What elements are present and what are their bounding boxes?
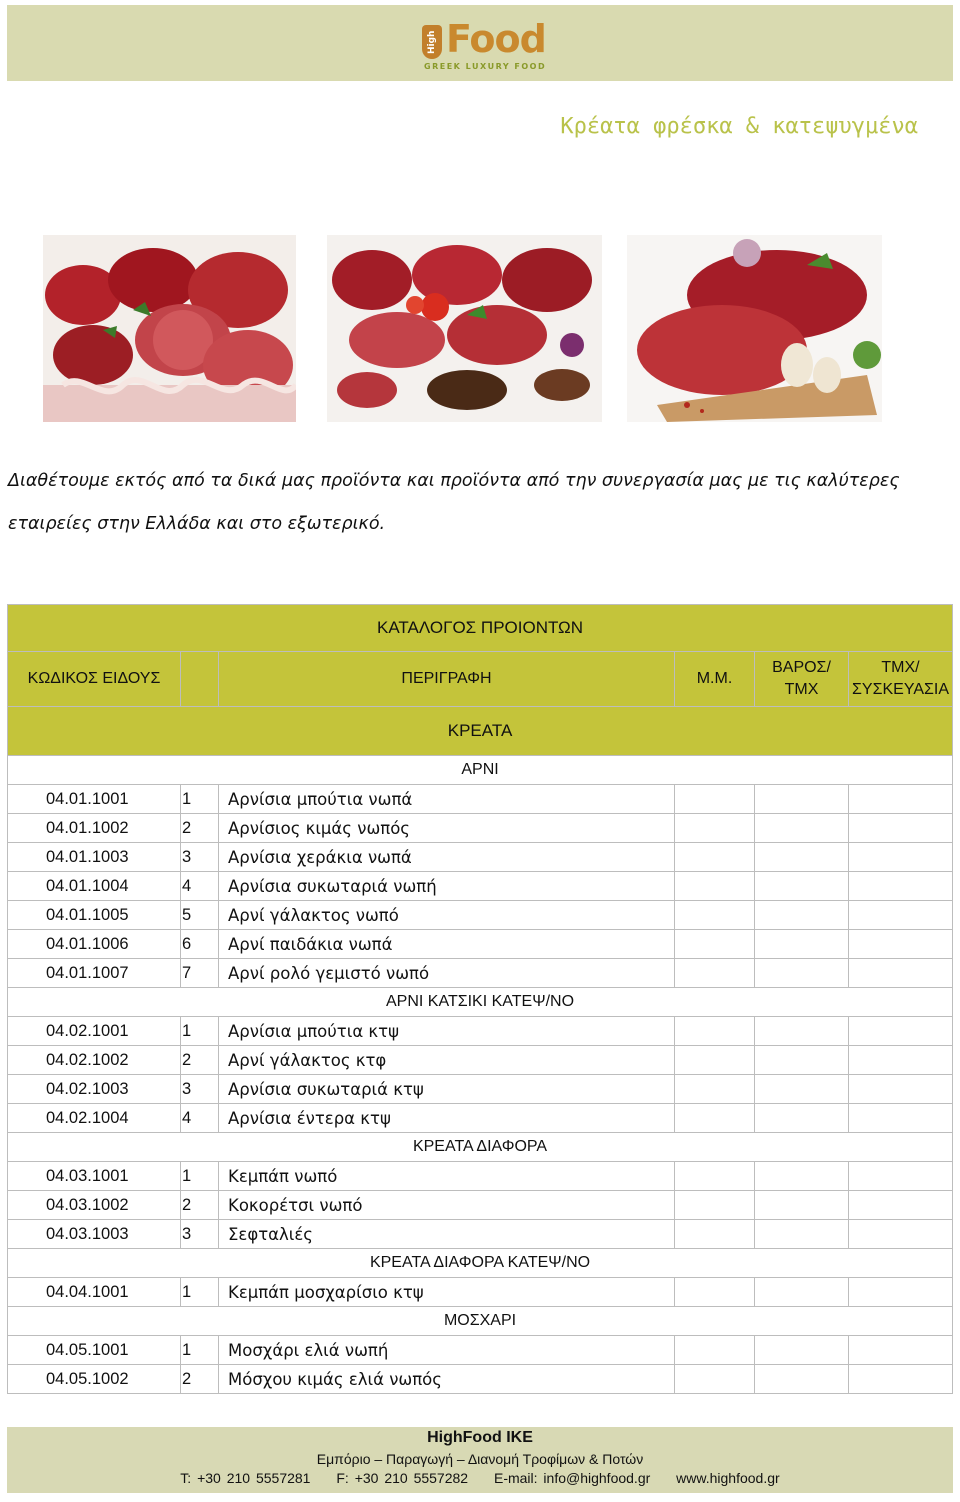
- item-unit: [675, 1220, 755, 1249]
- col-header-weight-line1: ΒΑΡΟΣ/: [772, 659, 831, 676]
- item-pack: [849, 1278, 953, 1307]
- item-weight: [755, 930, 849, 959]
- item-pack: [849, 1046, 953, 1075]
- item-weight: [755, 1104, 849, 1133]
- col-header-pack-line2: ΣΥΣΚΕΥΑΣΙΑ: [852, 681, 949, 698]
- item-pack: [849, 843, 953, 872]
- item-unit: [675, 1191, 755, 1220]
- group-title: ΚΡΕΑΤΑ ΔΙΑΦΟΡΑ: [8, 1133, 953, 1162]
- col-header-pack: [849, 652, 953, 707]
- item-code: 04.02.1001: [8, 1017, 181, 1046]
- item-description: Αρνίσιος κιμάς νωπός: [219, 814, 675, 843]
- item-description: Αρνίσια μπούτια νωπά: [219, 785, 675, 814]
- item-weight: [755, 785, 849, 814]
- table-row: [8, 1075, 953, 1104]
- item-pack: [849, 959, 953, 988]
- item-unit: [675, 1104, 755, 1133]
- footer-fax: F: +30 210 5557282: [336, 1470, 469, 1486]
- col-header-unit: Μ.Μ.: [675, 652, 755, 707]
- group-row: [8, 1249, 953, 1278]
- item-unit: [675, 1365, 755, 1394]
- table-row: [8, 1365, 953, 1394]
- item-code: 04.03.1002: [8, 1191, 181, 1220]
- table-row: [8, 814, 953, 843]
- table-row: [8, 1278, 953, 1307]
- footer-email[interactable]: E-mail: info@highfood.gr: [493, 1470, 651, 1486]
- item-unit: [675, 1017, 755, 1046]
- item-index: 4: [181, 1104, 219, 1133]
- item-description: Αρνίσια χεράκια νωπά: [219, 843, 675, 872]
- item-index: 2: [181, 1046, 219, 1075]
- item-unit: [675, 959, 755, 988]
- item-index: 1: [181, 1336, 219, 1365]
- table-row: [8, 785, 953, 814]
- item-weight: [755, 901, 849, 930]
- item-index: 3: [181, 1075, 219, 1104]
- footer: [7, 1427, 953, 1493]
- item-description: Αρνί γάλακτος νωπό: [219, 901, 675, 930]
- item-unit: [675, 872, 755, 901]
- footer-company: HighFood ΙΚΕ: [427, 1429, 533, 1446]
- item-index: 3: [181, 843, 219, 872]
- item-index: 7: [181, 959, 219, 988]
- item-code: 04.05.1001: [8, 1336, 181, 1365]
- col-header-description: ΠΕΡΙΓΡΑΦΗ: [219, 652, 675, 707]
- item-description: Μόσχου κιμάς ελιά νωπός: [219, 1365, 675, 1394]
- item-unit: [675, 1162, 755, 1191]
- footer-contacts: [7, 1470, 953, 1486]
- item-pack: [849, 930, 953, 959]
- item-weight: [755, 1336, 849, 1365]
- item-code: 04.02.1002: [8, 1046, 181, 1075]
- group-title: ΑΡΝΙ ΚΑΤΣΙΚΙ ΚΑΤΕΨ/ΝΟ: [8, 988, 953, 1017]
- item-weight: [755, 1046, 849, 1075]
- col-header-pack-line1: ΤΜΧ/: [881, 659, 920, 676]
- item-index: 2: [181, 814, 219, 843]
- footer-tagline: Εμπόριο – Παραγωγή – Διανομή Τροφίμων & Ποτών: [316, 1451, 644, 1467]
- table-row: [8, 1046, 953, 1075]
- item-code: 04.05.1002: [8, 1365, 181, 1394]
- item-index: 1: [181, 785, 219, 814]
- item-code: 04.02.1004: [8, 1104, 181, 1133]
- table-row: [8, 901, 953, 930]
- item-weight: [755, 1191, 849, 1220]
- group-row: [8, 1307, 953, 1336]
- table-row: [8, 1017, 953, 1046]
- item-index: 6: [181, 930, 219, 959]
- item-pack: [849, 785, 953, 814]
- item-pack: [849, 1365, 953, 1394]
- item-weight: [755, 1075, 849, 1104]
- item-unit: [675, 1046, 755, 1075]
- item-description: Σεφταλιές: [219, 1220, 675, 1249]
- table-row: [8, 1336, 953, 1365]
- group-row: [8, 988, 953, 1017]
- item-code: 04.01.1004: [8, 872, 181, 901]
- item-unit: [675, 1336, 755, 1365]
- meat-photo-beef-vegetables: [327, 235, 602, 422]
- item-description: Αρνίσια συκωταριά νωπή: [219, 872, 675, 901]
- highfood-logo[interactable]: [422, 17, 552, 75]
- col-header-weight-line2: ΤΜΧ: [784, 681, 819, 698]
- group-row: [8, 1133, 953, 1162]
- item-code: 04.01.1005: [8, 901, 181, 930]
- item-code: 04.03.1003: [8, 1220, 181, 1249]
- item-unit: [675, 901, 755, 930]
- table-row: [8, 1104, 953, 1133]
- item-description: Αρνί γάλακτος κτφ: [219, 1046, 675, 1075]
- item-index: 2: [181, 1191, 219, 1220]
- item-weight: [755, 1278, 849, 1307]
- catalog-title-row: [8, 605, 953, 652]
- logo-badge: High: [422, 25, 442, 59]
- group-title: ΚΡΕΑΤΑ ΔΙΑΦΟΡΑ ΚΑΤΕΨ/ΝΟ: [8, 1249, 953, 1278]
- logo-tagline: GREEK LUXURY FOOD: [424, 62, 547, 71]
- item-pack: [849, 1162, 953, 1191]
- item-unit: [675, 930, 755, 959]
- item-weight: [755, 872, 849, 901]
- item-weight: [755, 1162, 849, 1191]
- item-code: 04.03.1001: [8, 1162, 181, 1191]
- item-code: 04.02.1003: [8, 1075, 181, 1104]
- meat-photo-beef-board: [627, 235, 882, 422]
- item-weight: [755, 1365, 849, 1394]
- table-row: [8, 930, 953, 959]
- item-weight: [755, 1017, 849, 1046]
- catalog-title: ΚΑΤΑΛΟΓΟΣ ΠΡΟΙΟΝΤΩΝ: [8, 605, 953, 652]
- item-description: Κεμπάπ μοσχαρίσιο κτψ: [219, 1278, 675, 1307]
- item-description: Κεμπάπ νωπό: [219, 1162, 675, 1191]
- item-index: 5: [181, 901, 219, 930]
- item-pack: [849, 1336, 953, 1365]
- item-index: 1: [181, 1162, 219, 1191]
- table-row: [8, 843, 953, 872]
- item-index: 2: [181, 1365, 219, 1394]
- item-pack: [849, 1104, 953, 1133]
- table-row: [8, 1191, 953, 1220]
- product-catalog-table: [7, 604, 953, 1394]
- section-title: ΚΡΕΑΤΑ: [8, 707, 953, 756]
- table-row: [8, 1162, 953, 1191]
- table-row: [8, 959, 953, 988]
- item-description: Αρνί ρολό γεμιστό νωπό: [219, 959, 675, 988]
- logo-wordmark: Food: [446, 17, 546, 61]
- item-description: Κοκορέτσι νωπό: [219, 1191, 675, 1220]
- item-pack: [849, 1191, 953, 1220]
- meat-photo-assorted-cuts: [43, 235, 296, 422]
- intro-paragraph: Διαθέτουμε εκτός από τα δικά μας προϊόντα και προϊόντα από την συνεργασία μας με τις καλύτερες εταιρείες στην Ελλάδα και στο εξωτερικό.: [8, 471, 900, 534]
- footer-phone: T: +30 210 5557281: [180, 1470, 311, 1486]
- item-weight: [755, 959, 849, 988]
- item-code: 04.01.1003: [8, 843, 181, 872]
- item-pack: [849, 1017, 953, 1046]
- item-description: Αρνίσια έντερα κτψ: [219, 1104, 675, 1133]
- item-pack: [849, 1075, 953, 1104]
- item-description: Αρνίσια μπούτια κτψ: [219, 1017, 675, 1046]
- section-row-meats: [8, 707, 953, 756]
- item-weight: [755, 843, 849, 872]
- col-header-index: [181, 652, 219, 707]
- item-code: 04.01.1001: [8, 785, 181, 814]
- item-code: 04.04.1001: [8, 1278, 181, 1307]
- item-description: Μοσχάρι ελιά νωπή: [219, 1336, 675, 1365]
- item-index: 4: [181, 872, 219, 901]
- table-row: [8, 872, 953, 901]
- item-weight: [755, 814, 849, 843]
- group-title: ΜΟΣΧΑΡΙ: [8, 1307, 953, 1336]
- item-unit: [675, 1278, 755, 1307]
- group-row: [8, 756, 953, 785]
- item-weight: [755, 1220, 849, 1249]
- item-description: Αρνίσια συκωταριά κτψ: [219, 1075, 675, 1104]
- item-index: 1: [181, 1017, 219, 1046]
- item-index: 3: [181, 1220, 219, 1249]
- item-pack: [849, 814, 953, 843]
- item-unit: [675, 814, 755, 843]
- table-row: [8, 1220, 953, 1249]
- col-header-weight: [755, 652, 849, 707]
- item-pack: [849, 901, 953, 930]
- item-unit: [675, 785, 755, 814]
- item-pack: [849, 872, 953, 901]
- item-unit: [675, 1075, 755, 1104]
- item-pack: [849, 1220, 953, 1249]
- item-description: Αρνί παιδάκια νωπά: [219, 930, 675, 959]
- page-title: Κρέατα φρέσκα & κατεψυγμένα: [560, 114, 918, 139]
- column-header-row: [8, 652, 953, 707]
- item-unit: [675, 843, 755, 872]
- item-code: 04.01.1002: [8, 814, 181, 843]
- col-header-code: ΚΩΔΙΚΟΣ ΕΙΔΟΥΣ: [8, 652, 181, 707]
- group-title: ΑΡΝΙ: [8, 756, 953, 785]
- header-band: [7, 5, 953, 81]
- item-code: 04.01.1006: [8, 930, 181, 959]
- footer-website[interactable]: www.highfood.gr: [676, 1470, 780, 1486]
- item-index: 1: [181, 1278, 219, 1307]
- item-code: 04.01.1007: [8, 959, 181, 988]
